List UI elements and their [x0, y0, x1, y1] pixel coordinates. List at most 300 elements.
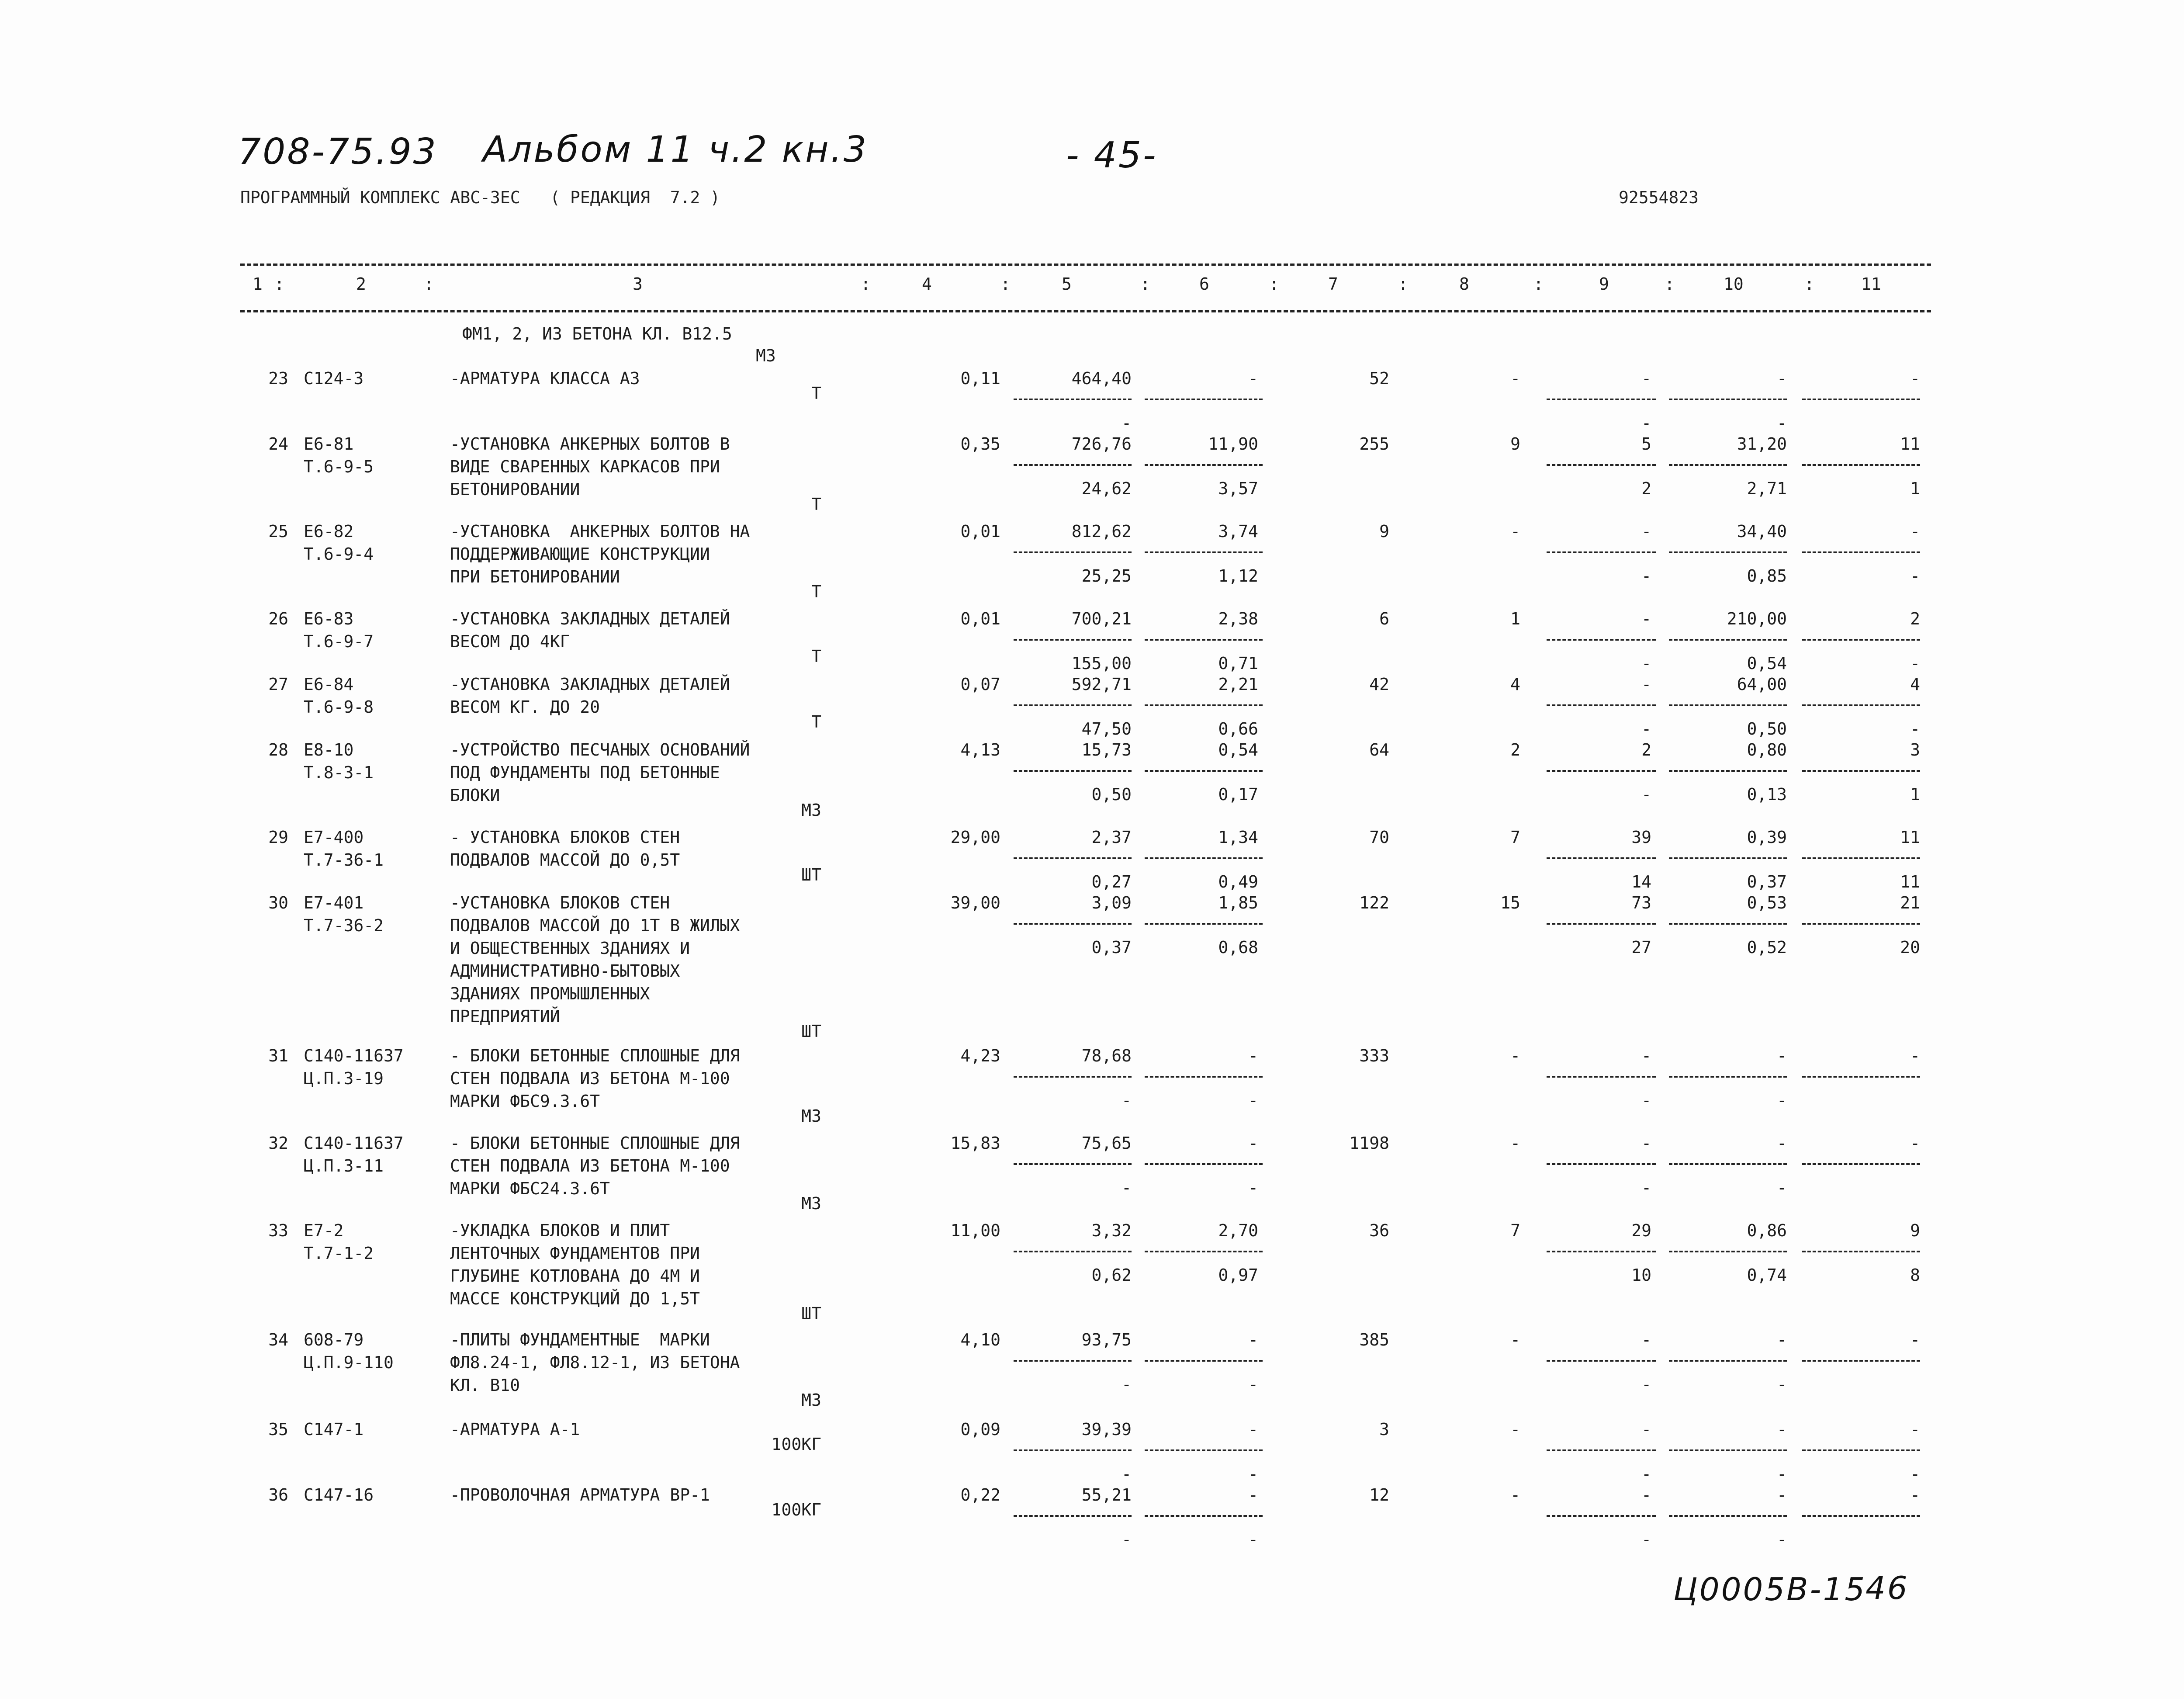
row-c11-rule	[1802, 1163, 1920, 1165]
program-title: ПРОГРАММНЫЙ КОМПЛЕКС АВС-3ЕС ( РЕДАКЦИЯ 7.2 )	[240, 188, 720, 207]
col-5: 5	[1062, 274, 1072, 294]
row-c11-rule	[1802, 923, 1920, 925]
row-code: Т.7-36-1	[304, 850, 384, 870]
row-c7: 385	[1359, 1330, 1389, 1349]
row-description: - УСТАНОВКА БЛОКОВ СТЕН	[450, 828, 680, 847]
row-c9-bottom: 2	[1641, 479, 1651, 498]
row-description: БЕТОНИРОВАНИИ	[450, 480, 580, 499]
row-c9-bottom: -	[1641, 413, 1651, 433]
row-c5-top: 812,62	[1071, 522, 1132, 541]
row-unit: 100КГ	[771, 1435, 821, 1454]
row-c11-rule	[1802, 857, 1920, 859]
row-c11-rule	[1802, 399, 1920, 400]
row-description: -АРМАТУРА А-1	[450, 1420, 580, 1439]
row-c8: 9	[1510, 434, 1520, 454]
row-c10-rule	[1669, 1449, 1787, 1451]
row-c11-top: 4	[1910, 675, 1920, 694]
row-c9-rule	[1547, 399, 1656, 400]
row-c11-top: 3	[1910, 740, 1920, 759]
row-c11-bottom: 1	[1910, 479, 1920, 498]
row-quantity: 0,11	[960, 369, 1000, 388]
row-description: -УСТАНОВКА БЛОКОВ СТЕН	[450, 893, 670, 912]
row-c11-rule	[1802, 1515, 1920, 1517]
row-c11-top: -	[1910, 522, 1920, 541]
row-c9-rule	[1547, 923, 1656, 925]
row-c10-rule	[1669, 1251, 1787, 1252]
row-description: -УСТАНОВКА АНКЕРНЫХ БОЛТОВ В	[450, 434, 730, 454]
row-description: ПРЕДПРИЯТИЙ	[450, 1007, 560, 1026]
row-code: Е7-401	[304, 893, 364, 912]
row-c6-bottom: 1,12	[1218, 566, 1258, 586]
row-unit: Т	[811, 495, 821, 514]
row-c5-bottom: 0,62	[1091, 1266, 1132, 1285]
col-9: 9	[1599, 274, 1609, 294]
row-c10-bottom: -	[1777, 413, 1787, 433]
row-c10-top: -	[1777, 1330, 1787, 1349]
row-c6-bottom: 3,57	[1218, 479, 1258, 498]
row-c11-bottom: 8	[1910, 1266, 1920, 1285]
row-c11-rule	[1802, 704, 1920, 706]
row-description: -УСТРОЙСТВО ПЕСЧАНЫХ ОСНОВАНИЙ	[450, 740, 750, 759]
row-c6-top: -	[1248, 1420, 1258, 1439]
row-c6-rule	[1145, 639, 1263, 641]
row-c5-bottom: -	[1121, 1464, 1132, 1484]
row-c10-rule	[1669, 1076, 1787, 1078]
row-c5-top: 93,75	[1081, 1330, 1132, 1349]
row-c5-top: 2,37	[1091, 828, 1132, 847]
row-c10-bottom: 0,74	[1747, 1266, 1787, 1285]
row-c5-bottom: 155,00	[1071, 654, 1132, 673]
row-description: ВИДЕ СВАРЕННЫХ КАРКАСОВ ПРИ	[450, 457, 720, 476]
row-description: СТЕН ПОДВАЛА ИЗ БЕТОНА М-100	[450, 1069, 730, 1088]
row-c10-top: -	[1777, 1134, 1787, 1153]
row-c6-top: 1,34	[1218, 828, 1258, 847]
row-code: С124-3	[304, 369, 364, 388]
row-quantity: 0,01	[960, 522, 1000, 541]
row-c5-rule	[1014, 399, 1132, 400]
row-c5-bottom: 24,62	[1081, 479, 1132, 498]
row-c9-top: 29	[1631, 1221, 1651, 1240]
row-number: 32	[268, 1134, 288, 1153]
row-c9-bottom: -	[1641, 566, 1651, 586]
row-c10-bottom: -	[1777, 1178, 1787, 1197]
row-c6-bottom: 0,97	[1218, 1266, 1258, 1285]
row-code: Т.6-9-4	[304, 544, 374, 564]
col-2: 2	[356, 274, 366, 294]
row-c7: 255	[1359, 434, 1389, 454]
row-c10-bottom: -	[1777, 1375, 1787, 1394]
col-11: 11	[1861, 274, 1881, 294]
row-c9-top: 2	[1641, 740, 1651, 759]
row-c8: 7	[1510, 828, 1520, 847]
row-c11-rule	[1802, 1449, 1920, 1451]
row-c11-bottom: -	[1910, 566, 1920, 586]
row-c9-bottom: -	[1641, 1464, 1651, 1484]
col-10: 10	[1724, 274, 1744, 294]
row-description: И ОБЩЕСТВЕННЫХ ЗДАНИЯХ И	[450, 939, 690, 958]
row-c11-top: 9	[1910, 1221, 1920, 1240]
row-c9-top: -	[1641, 1485, 1651, 1505]
row-c11-top: -	[1910, 369, 1920, 388]
row-c11-top: -	[1910, 1134, 1920, 1153]
row-c8: -	[1510, 1330, 1520, 1349]
row-c11-top: 11	[1900, 434, 1920, 454]
row-c6-top: 2,21	[1218, 675, 1258, 694]
row-c8: -	[1510, 1485, 1520, 1505]
row-number: 29	[268, 828, 288, 847]
album-label: Альбом 11 ч.2 кн.3	[483, 129, 869, 170]
row-c8: -	[1510, 1420, 1520, 1439]
row-c10-bottom: 0,52	[1747, 938, 1787, 957]
row-code: Е8-10	[304, 740, 354, 759]
row-c6-top: 3,74	[1218, 522, 1258, 541]
row-c11-bottom: -	[1910, 654, 1920, 673]
row-c6-rule	[1145, 1251, 1263, 1252]
footer-sheet: 46	[1866, 1570, 1909, 1606]
row-c6-rule	[1145, 923, 1263, 925]
row-description: ПОД ФУНДАМЕНТЫ ПОД БЕТОННЫЕ	[450, 763, 720, 782]
row-c6-bottom: 0,71	[1218, 654, 1258, 673]
row-code: 608-79	[304, 1330, 364, 1349]
row-quantity: 39,00	[950, 893, 1000, 912]
row-c9-rule	[1547, 1076, 1656, 1078]
row-c5-rule	[1014, 464, 1132, 466]
row-c5-top: 15,73	[1081, 740, 1132, 759]
row-c9-bottom: 10	[1631, 1266, 1651, 1285]
intro-unit: М3	[756, 346, 776, 365]
row-c6-bottom: 0,66	[1218, 719, 1258, 739]
row-c10-top: -	[1777, 369, 1787, 388]
row-c9-rule	[1547, 1449, 1656, 1451]
row-c5-top: 75,65	[1081, 1134, 1132, 1153]
row-c9-rule	[1547, 551, 1656, 553]
row-c8: -	[1510, 369, 1520, 388]
col-4: 4	[922, 274, 932, 294]
row-c10-bottom: 0,85	[1747, 566, 1787, 586]
row-c7: 12	[1369, 1485, 1389, 1505]
row-code: Т.6-9-7	[304, 632, 374, 651]
row-code: Ц.П.3-19	[304, 1069, 384, 1088]
row-c9-bottom: 14	[1631, 872, 1651, 891]
row-unit: Т	[811, 647, 821, 666]
row-c9-bottom: -	[1641, 1530, 1651, 1549]
row-c6-top: 2,38	[1218, 609, 1258, 628]
row-description: -УКЛАДКА БЛОКОВ И ПЛИТ	[450, 1221, 670, 1240]
row-unit: М3	[801, 1106, 821, 1126]
row-c8: 15	[1500, 893, 1520, 912]
row-number: 27	[268, 675, 288, 694]
row-description: -ПРОВОЛОЧНАЯ АРМАТУРА ВР-1	[450, 1485, 710, 1505]
row-number: 34	[268, 1330, 288, 1349]
row-c6-rule	[1145, 1360, 1263, 1362]
row-code: Т.6-9-5	[304, 457, 374, 476]
row-c10-rule	[1669, 1163, 1787, 1165]
row-c6-rule	[1145, 704, 1263, 706]
row-c9-top: 73	[1631, 893, 1651, 912]
row-c9-bottom: 27	[1631, 938, 1651, 957]
row-c6-top: 2,70	[1218, 1221, 1258, 1240]
row-c11-rule	[1802, 464, 1920, 466]
row-c5-rule	[1014, 1515, 1132, 1517]
row-c10-rule	[1669, 399, 1787, 400]
row-number: 26	[268, 609, 288, 628]
row-c5-bottom: -	[1121, 1375, 1132, 1394]
row-c10-rule	[1669, 704, 1787, 706]
row-c10-rule	[1669, 1360, 1787, 1362]
row-c5-rule	[1014, 704, 1132, 706]
row-code: Т.6-9-8	[304, 697, 374, 717]
row-c5-bottom: 0,50	[1091, 785, 1132, 804]
row-unit: ШТ	[801, 1022, 821, 1041]
row-quantity: 4,23	[960, 1046, 1000, 1065]
row-code: С140-11637	[304, 1046, 404, 1065]
row-c10-top: 64,00	[1737, 675, 1787, 694]
row-description: ПРИ БЕТОНИРОВАНИИ	[450, 567, 620, 586]
row-c5-top: 700,21	[1071, 609, 1132, 628]
row-c11-top: -	[1910, 1330, 1920, 1349]
row-c10-top: 0,53	[1747, 893, 1787, 912]
row-c9-bottom: -	[1641, 1091, 1651, 1110]
row-c9-rule	[1547, 1515, 1656, 1517]
footer-stamp: Ц0005В-15	[1673, 1571, 1867, 1608]
row-unit: Т	[811, 384, 821, 403]
row-code: Е6-84	[304, 675, 354, 694]
row-c6-rule	[1145, 857, 1263, 859]
row-c5-bottom: 0,27	[1091, 872, 1132, 891]
row-c6-bottom: -	[1248, 1530, 1258, 1549]
column-header: 1 : 2 : 3 : 4 : 5 : 6 : 7 : 8 : 9 : 10 : 11	[253, 274, 1881, 294]
row-code: Е7-2	[304, 1221, 344, 1240]
row-c11-top: -	[1910, 1046, 1920, 1065]
row-unit: 100КГ	[771, 1500, 821, 1519]
row-c5-rule	[1014, 1163, 1132, 1165]
row-number: 33	[268, 1221, 288, 1240]
row-c7: 1198	[1349, 1134, 1389, 1153]
row-c10-bottom: -	[1777, 1530, 1787, 1549]
row-c10-rule	[1669, 464, 1787, 466]
row-c5-rule	[1014, 639, 1132, 641]
row-quantity: 0,09	[960, 1420, 1000, 1439]
row-c11-bottom: -	[1910, 719, 1920, 739]
row-c6-top: 1,85	[1218, 893, 1258, 912]
row-c6-bottom: 0,49	[1218, 872, 1258, 891]
row-number: 28	[268, 740, 288, 759]
row-quantity: 15,83	[950, 1134, 1000, 1153]
row-quantity: 11,00	[950, 1221, 1000, 1240]
row-c9-bottom: -	[1641, 654, 1651, 673]
row-code: Е6-81	[304, 434, 354, 454]
row-c6-top: -	[1248, 1485, 1258, 1505]
row-description: МАССЕ КОНСТРУКЦИЙ ДО 1,5Т	[450, 1289, 700, 1308]
row-c6-top: 0,54	[1218, 740, 1258, 759]
row-description: ВЕСОМ КГ. ДО 20	[450, 697, 600, 717]
row-c5-rule	[1014, 1449, 1132, 1451]
row-description: -ПЛИТЫ ФУНДАМЕНТНЫЕ МАРКИ	[450, 1330, 710, 1349]
row-description: -АРМАТУРА КЛАССА А3	[450, 369, 640, 388]
row-c9-top: -	[1641, 522, 1651, 541]
row-code: Е6-82	[304, 522, 354, 541]
row-description: -УСТАНОВКА ЗАКЛАДНЫХ ДЕТАЛЕЙ	[450, 609, 730, 628]
row-c11-bottom: 1	[1910, 785, 1920, 804]
row-description: - БЛОКИ БЕТОННЫЕ СПЛОШНЫЕ ДЛЯ	[450, 1134, 740, 1153]
row-code: С140-11637	[304, 1134, 404, 1153]
row-c5-rule	[1014, 857, 1132, 859]
row-c6-top: -	[1248, 1046, 1258, 1065]
row-c7: 3	[1379, 1420, 1389, 1439]
row-code: Ц.П.3-11	[304, 1156, 384, 1175]
row-c6-rule	[1145, 1163, 1263, 1165]
row-description: ЛЕНТОЧНЫХ ФУНДАМЕНТОВ ПРИ	[450, 1244, 700, 1263]
row-c10-bottom: -	[1777, 1464, 1787, 1484]
row-c10-top: 210,00	[1727, 609, 1787, 628]
row-c7: 64	[1369, 740, 1389, 759]
row-code: С147-16	[304, 1485, 374, 1505]
col-7: 7	[1328, 274, 1338, 294]
col-6: 6	[1199, 274, 1209, 294]
row-unit: М3	[801, 1194, 821, 1213]
row-c9-top: 39	[1631, 828, 1651, 847]
row-code: Т.7-36-2	[304, 916, 384, 935]
row-c10-bottom: 2,71	[1747, 479, 1787, 498]
row-c9-rule	[1547, 464, 1656, 466]
row-c9-rule	[1547, 770, 1656, 772]
row-c10-bottom: 0,50	[1747, 719, 1787, 739]
row-quantity: 0,07	[960, 675, 1000, 694]
row-c5-top: 39,39	[1081, 1420, 1132, 1439]
row-description: МАРКИ ФБС24.3.6Т	[450, 1179, 610, 1198]
row-c11-top: -	[1910, 1485, 1920, 1505]
row-c10-top: 0,39	[1747, 828, 1787, 847]
row-c10-bottom: 0,37	[1747, 872, 1787, 891]
row-c5-top: 592,71	[1071, 675, 1132, 694]
row-c10-top: -	[1777, 1046, 1787, 1065]
row-quantity: 0,35	[960, 434, 1000, 454]
row-c7: 9	[1379, 522, 1389, 541]
col-3: 3	[633, 274, 643, 294]
row-unit: Т	[811, 582, 821, 601]
row-code: С147-1	[304, 1420, 364, 1439]
row-c5-rule	[1014, 1251, 1132, 1252]
row-c5-top: 3,32	[1091, 1221, 1132, 1240]
row-description: ПОДВАЛОВ МАССОЙ ДО 1Т В ЖИЛЫХ	[450, 916, 740, 935]
row-c10-bottom: -	[1777, 1091, 1787, 1110]
row-code: Ц.П.9-110	[304, 1353, 394, 1372]
row-c9-rule	[1547, 857, 1656, 859]
intro-text: ФМ1, 2, ИЗ БЕТОНА КЛ. В12.5	[462, 324, 732, 343]
row-c5-rule	[1014, 551, 1132, 553]
row-c6-rule	[1145, 1076, 1263, 1078]
row-c8: -	[1510, 1046, 1520, 1065]
row-c6-rule	[1145, 1515, 1263, 1517]
row-number: 31	[268, 1046, 288, 1065]
row-c11-rule	[1802, 551, 1920, 553]
row-c9-top: 5	[1641, 434, 1651, 454]
row-c10-top: 0,80	[1747, 740, 1787, 759]
row-c6-rule	[1145, 464, 1263, 466]
row-description: ГЛУБИНЕ КОТЛОВАНА ДО 4М И	[450, 1266, 700, 1286]
row-c6-bottom: 0,17	[1218, 785, 1258, 804]
row-c5-top: 3,09	[1091, 893, 1132, 912]
row-c8: 7	[1510, 1221, 1520, 1240]
row-c5-bottom: -	[1121, 1091, 1132, 1110]
row-c11-rule	[1802, 1076, 1920, 1078]
row-c10-top: -	[1777, 1485, 1787, 1505]
row-c8: 2	[1510, 740, 1520, 759]
page-number: - 45-	[1066, 135, 1158, 176]
row-c5-top: 464,40	[1071, 369, 1132, 388]
row-c6-bottom: -	[1248, 1091, 1258, 1110]
row-c5-rule	[1014, 1360, 1132, 1362]
row-c5-rule	[1014, 923, 1132, 925]
row-c10-rule	[1669, 1515, 1787, 1517]
row-c11-top: 21	[1900, 893, 1920, 912]
row-c11-bottom: -	[1910, 1464, 1920, 1484]
row-number: 30	[268, 893, 288, 912]
row-c5-bottom: -	[1121, 1178, 1132, 1197]
row-unit: ШТ	[801, 1304, 821, 1323]
row-c8: -	[1510, 522, 1520, 541]
col-1: 1	[253, 274, 263, 294]
row-c6-rule	[1145, 399, 1263, 400]
row-c11-bottom: 11	[1900, 872, 1920, 891]
row-unit: М3	[801, 801, 821, 820]
row-c7: 42	[1369, 675, 1389, 694]
row-c6-top: -	[1248, 1330, 1258, 1349]
doc-code: 708-75.93	[238, 131, 438, 173]
row-description: АДМИНИСТРАТИВНО-БЫТОВЫХ	[450, 961, 680, 981]
row-c9-top: -	[1641, 1330, 1651, 1349]
row-description: ФЛ8.24-1, ФЛ8.12-1, ИЗ БЕТОНА	[450, 1353, 740, 1372]
row-c9-rule	[1547, 1251, 1656, 1252]
row-c9-rule	[1547, 1360, 1656, 1362]
row-quantity: 4,13	[960, 740, 1000, 759]
row-description: ВЕСОМ ДО 4КГ	[450, 632, 570, 651]
row-c6-bottom: -	[1248, 1178, 1258, 1197]
row-c10-rule	[1669, 551, 1787, 553]
col-8: 8	[1459, 274, 1469, 294]
row-c6-bottom: -	[1248, 1464, 1258, 1484]
row-c9-top: -	[1641, 675, 1651, 694]
row-number: 23	[268, 369, 288, 388]
row-c9-top: -	[1641, 609, 1651, 628]
row-c11-rule	[1802, 639, 1920, 641]
row-c9-top: -	[1641, 369, 1651, 388]
row-c9-bottom: -	[1641, 1375, 1651, 1394]
row-number: 36	[268, 1485, 288, 1505]
row-c7: 36	[1369, 1221, 1389, 1240]
row-c10-bottom: 0,54	[1747, 654, 1787, 673]
row-c10-rule	[1669, 923, 1787, 925]
row-description: БЛОКИ	[450, 786, 500, 805]
row-c9-top: -	[1641, 1134, 1651, 1153]
row-code: Е7-400	[304, 828, 364, 847]
row-c5-bottom: 25,25	[1081, 566, 1132, 586]
row-quantity: 29,00	[950, 828, 1000, 847]
row-c11-rule	[1802, 1360, 1920, 1362]
row-c10-bottom: 0,13	[1747, 785, 1787, 804]
row-c10-rule	[1669, 639, 1787, 641]
row-description: -УСТАНОВКА АНКЕРНЫХ БОЛТОВ НА	[450, 522, 750, 541]
row-code: Е6-83	[304, 609, 354, 628]
row-number: 24	[268, 434, 288, 454]
row-c9-top: -	[1641, 1046, 1651, 1065]
row-c10-top: -	[1777, 1420, 1787, 1439]
row-c7: 333	[1359, 1046, 1389, 1065]
row-description: ЗДАНИЯХ ПРОМЫШЛЕННЫХ	[450, 984, 650, 1003]
row-c5-rule	[1014, 770, 1132, 772]
row-c11-bottom: 20	[1900, 938, 1920, 957]
row-code: Т.8-3-1	[304, 763, 374, 782]
